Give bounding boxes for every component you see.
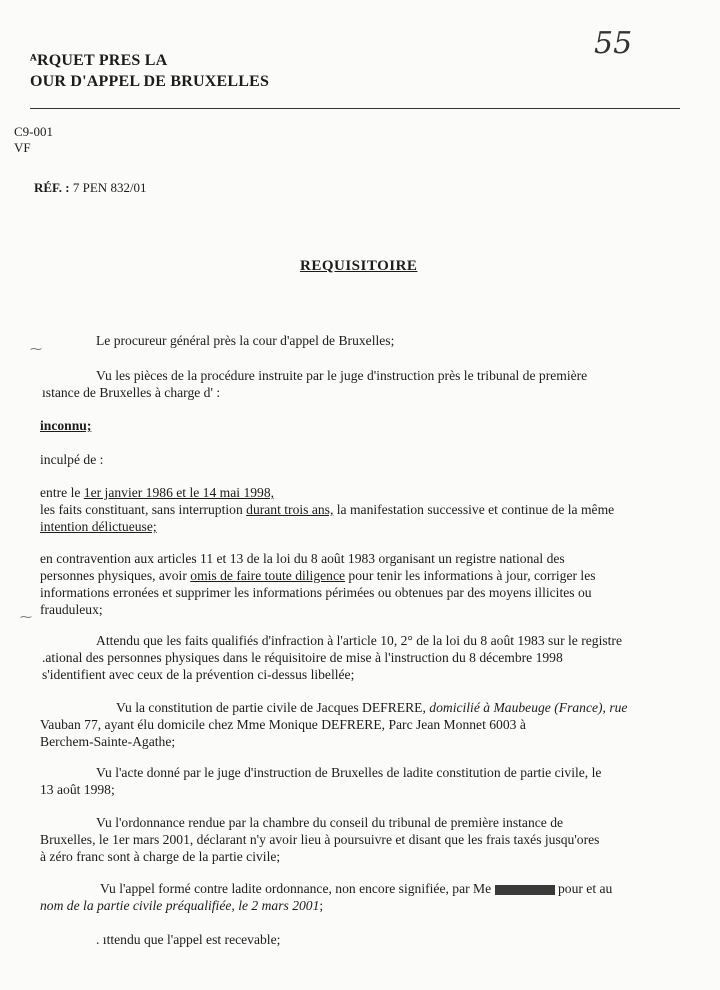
appel-line2 [40, 897, 630, 914]
recevable-paragraph: . ıttendu que l'appel est recevable; [96, 932, 281, 947]
period-intention: intention délictueuse; [40, 519, 157, 534]
appel-end: ; [319, 898, 324, 913]
constitution-line1 [40, 699, 630, 716]
period-text-a: les faits constituant, sans interruption [40, 502, 247, 517]
period-prefix: entre le [40, 485, 84, 500]
redaction-bar [495, 885, 555, 895]
acte-line2: 13 août 1998; [40, 782, 115, 797]
appel-party-date: nom de la partie civile préqualifiée, le 2 mars 2001 [40, 898, 320, 913]
constitution-line2: Vauban 77, ayant élu domicile chez Mme Monique DEFRERE, Parc Jean Monnet 6003 à [40, 717, 526, 732]
page-number: 55 [594, 26, 633, 61]
vu-pieces-line1: Vu les pièces de la procédure instruite par le juge d'instruction près le tribunal de première [96, 368, 588, 383]
office-name-line1: ᴬRQUET PRES LA [30, 52, 168, 69]
reference-value: 7 PEN 832/01 [72, 180, 147, 195]
period-line1 [40, 484, 630, 501]
header-divider [30, 108, 680, 109]
ordonnance-line3: à zéro franc sont à charge de la partie civile; [40, 849, 281, 864]
constitution-line3: Berchem-Sainte-Agathe; [40, 734, 176, 749]
contravention-line3: informations erronées et supprimer les informations périmées ou obtenues par des moyens illicites ou [40, 585, 592, 600]
constitution-text-a: Vu la constitution de partie civile de Jacques DEFRERE, [116, 700, 430, 715]
vu-pieces-paragraph [42, 367, 630, 401]
acte-paragraph [40, 764, 630, 798]
reference-label: RÉF. : [34, 180, 70, 195]
ordonnance-line2: Bruxelles, le 1er mars 2001, déclarant n'y avoir lieu à poursuivre et disant que les frais taxés jusqu'ores [40, 832, 600, 847]
appel-line1 [40, 880, 630, 897]
attendu-paragraph [42, 632, 630, 683]
attendu-line1: Attendu que les faits qualifiés d'infraction à l'article 10, 2° de la loi du 8 août 1983 sur le registre [96, 633, 622, 648]
ordonnance-paragraph [40, 814, 630, 865]
file-code: C9-001 [14, 124, 53, 139]
period-line3 [40, 518, 630, 535]
period-dates: 1er janvier 1986 et le 14 mai 1998, [83, 485, 275, 500]
document-title: REQUISITOIRE [300, 258, 418, 274]
accused-name [40, 417, 91, 434]
file-code-suffix: VF [14, 140, 31, 155]
scan-mark: ⁓ [30, 342, 42, 356]
contravention-omission: omis de faire toute diligence [190, 568, 346, 583]
constitution-domicile: domicilié à Maubeuge (France), rue [429, 700, 628, 715]
contravention-line2 [40, 567, 630, 584]
appel-text-b: pour et au [554, 881, 613, 896]
appel-paragraph [40, 880, 630, 914]
period-text-c: la manifestation successive et continue de la même [333, 502, 615, 517]
period-line2 [40, 501, 630, 518]
contravention-paragraph [40, 550, 630, 618]
contravention-line4: frauduleux; [40, 602, 103, 617]
attendu-line3: s'identifient avec ceux de la prévention ci-dessus libellée; [42, 667, 355, 682]
period-duration: durant trois ans, [246, 502, 334, 517]
attendu-line2: .ational des personnes physiques dans le réquisitoire de mise à l'instruction du 8 décembre 1998 [42, 650, 563, 665]
intro-paragraph: Le procureur général près la cour d'appel de Bruxelles; [96, 333, 395, 348]
charged-label: inculpé de : [40, 452, 104, 467]
appel-text-a: Vu l'appel formé contre ladite ordonnance, non encore signifiée, par Me [100, 881, 495, 896]
ordonnance-line1: Vu l'ordonnance rendue par la chambre du conseil du tribunal de première instance de [96, 815, 564, 830]
scan-mark: ⁓ [20, 610, 32, 624]
office-name-line2: OUR D'APPEL DE BRUXELLES [30, 73, 270, 90]
reference [34, 180, 147, 196]
period-paragraph [40, 484, 630, 535]
constitution-paragraph [40, 699, 630, 750]
contravention-line1: en contravention aux articles 11 et 13 de la loi du 8 août 1983 organisant un registre national des [40, 551, 565, 566]
contravention-text-c: pour tenir les informations à jour, corriger les [345, 568, 596, 583]
accused-value: inconnu; [40, 418, 92, 433]
vu-pieces-line2: ıstance de Bruxelles à charge d' : [42, 385, 221, 400]
acte-line1: Vu l'acte donné par le juge d'instruction de Bruxelles de ladite constitution de partie civile, le [96, 765, 602, 780]
contravention-text-a: personnes physiques, avoir [40, 568, 191, 583]
